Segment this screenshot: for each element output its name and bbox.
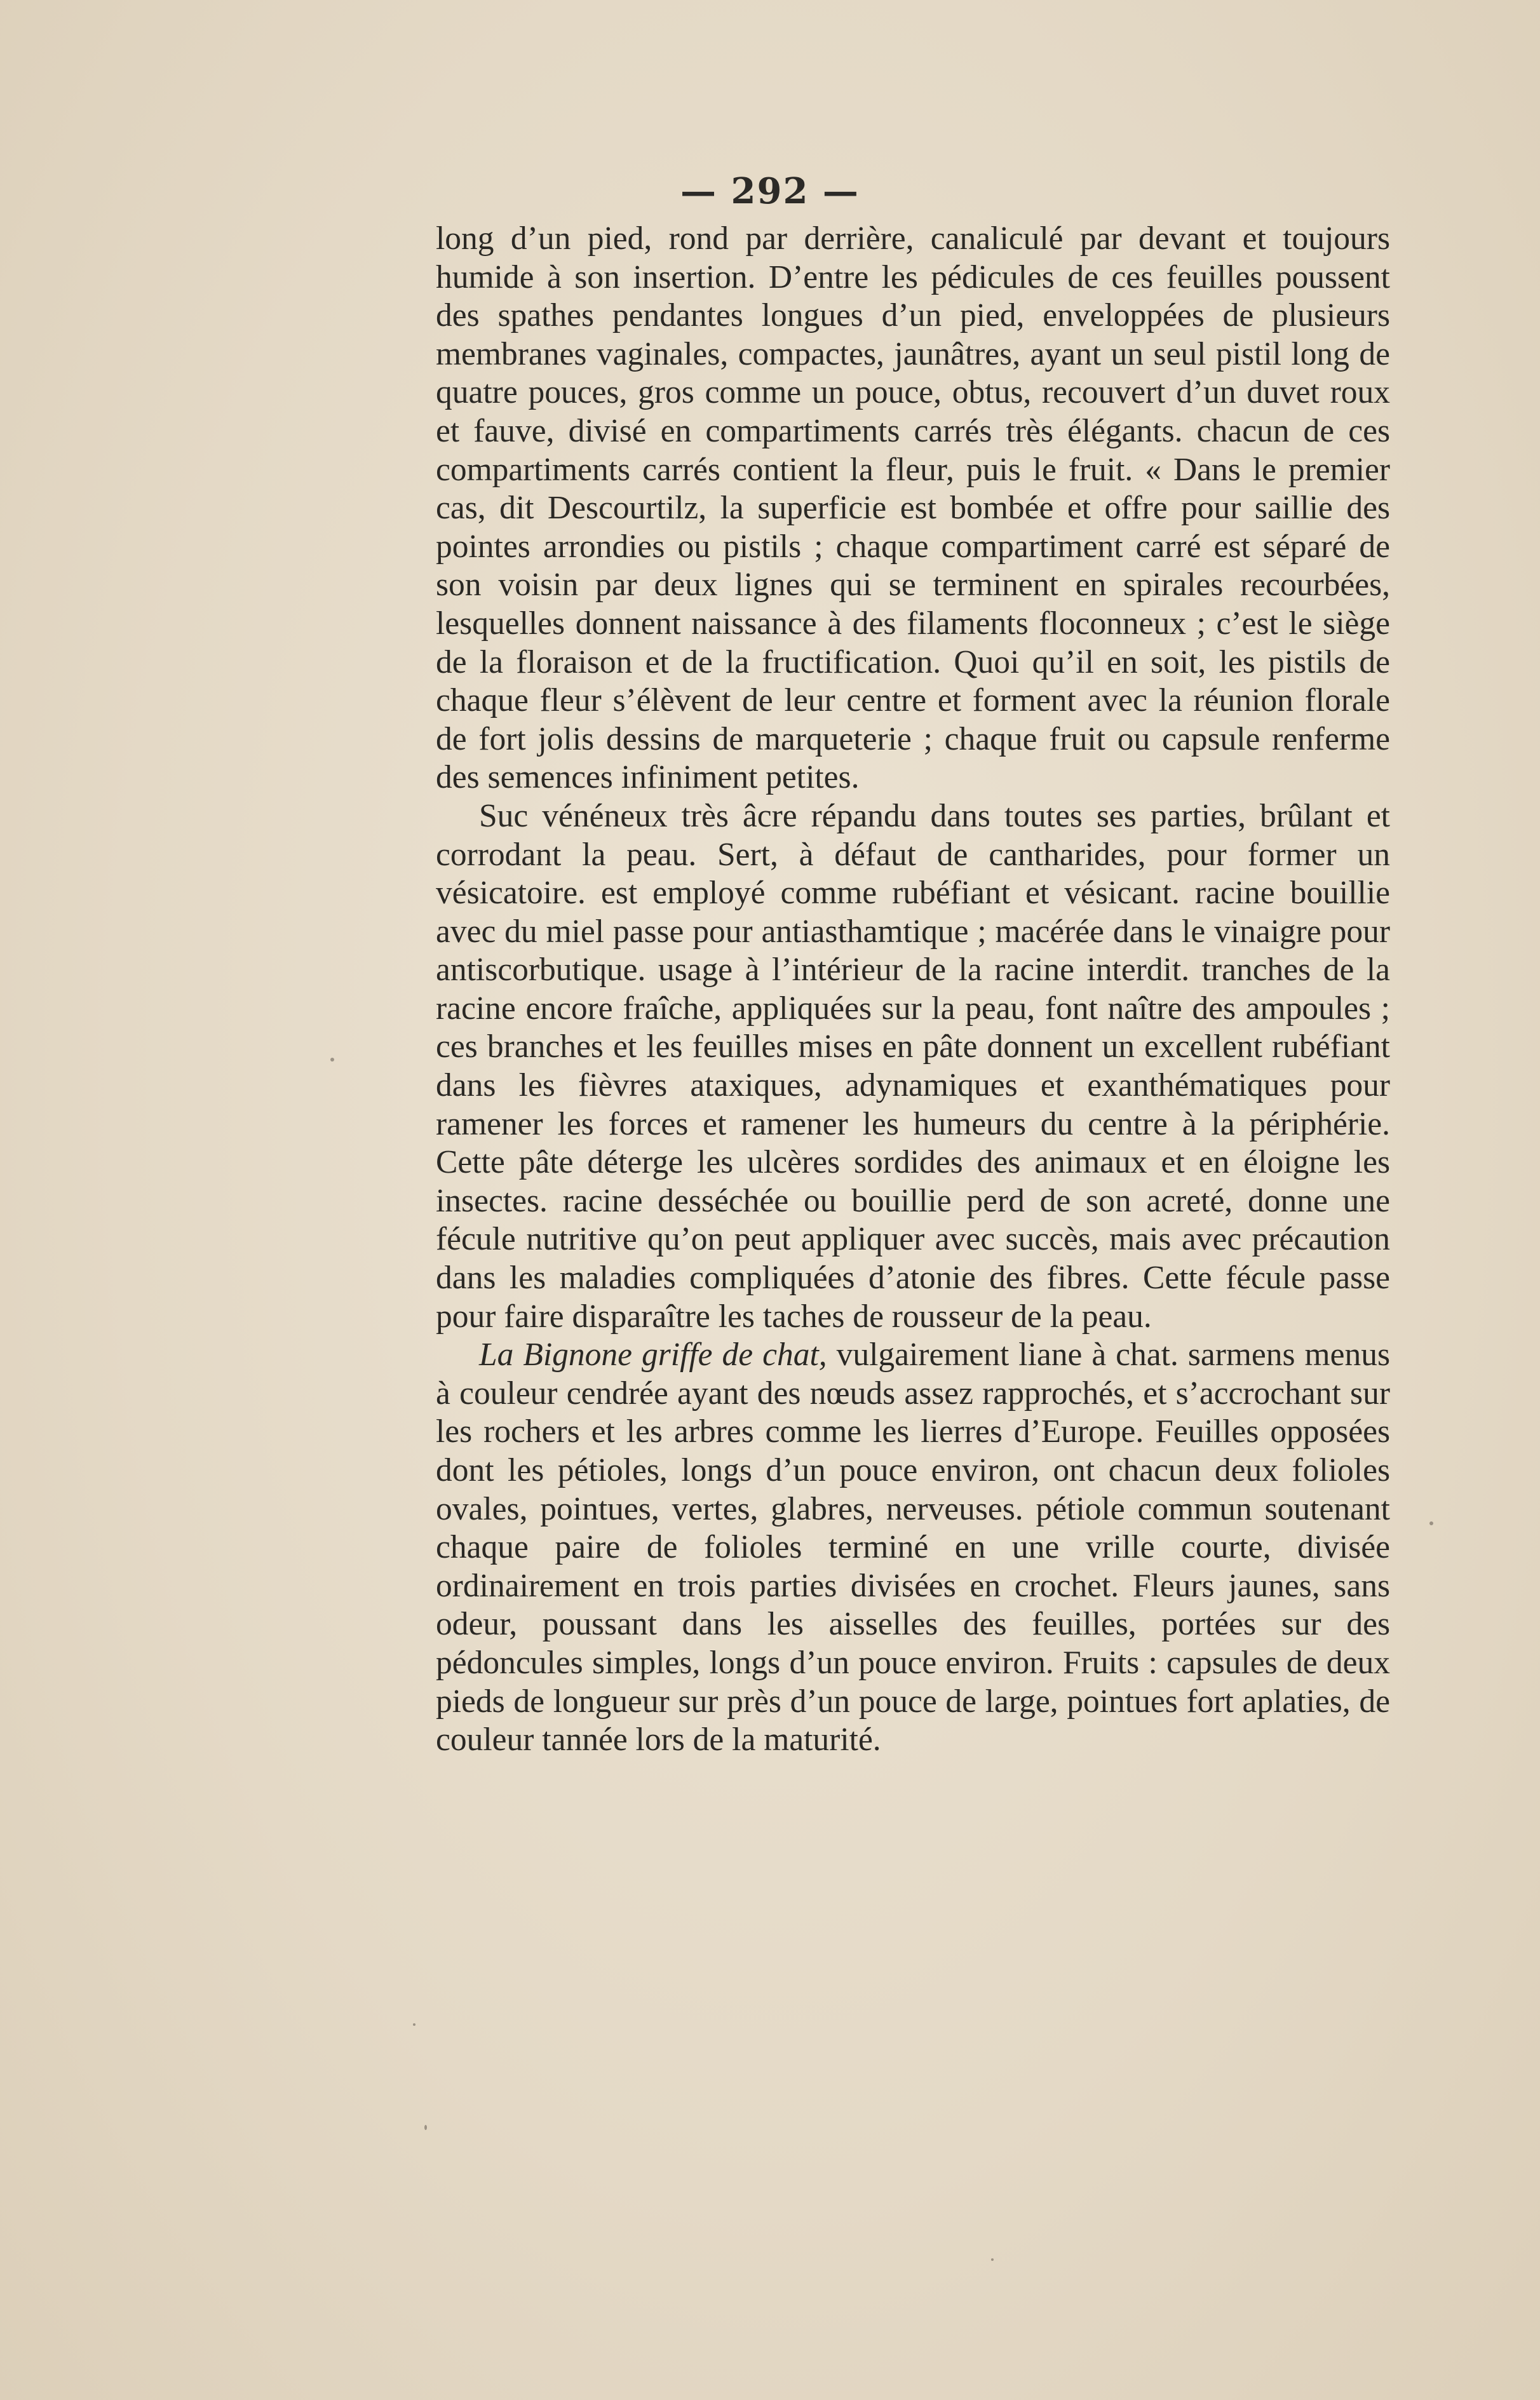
paragraph-1: long d’un pied, rond par derrière, canaliculé par devant et toujours humide à son insertion. D’entre les pédicules de ces feuilles poussent des spathes pendantes longues d’un pied, enveloppées de plusieurs membranes vaginales, compactes, jaunâtres, ayant un seul pistil long de quatre pouces, gros comme un pouce, obtus, recouvert d’un duvet roux et fauve, divisé en compartiments carrés très élégants. chacun de ces compartiments carrés contient la fleur, puis le fruit. « Dans le premier cas, dit Descourtilz, la superficie est bombée et offre pour saillie des pointes arrondies ou pistils ; chaque compartiment carré est séparé de son voisin par deux lignes qui se terminent en spirales recourbées, lesquelles donnent naissance à des filaments floconneux ; c’est le siège de la floraison et de la fructification. Quoi qu’il en soit, les pistils de chaque fleur s’élèvent de leur centre et forment avec la réunion florale de fort jolis dessins de marqueterie ; chaque fruit ou capsule renferme des semences infiniment petites. xyxy=(436,220,1390,796)
paragraph-2: Suc vénéneux très âcre répandu dans toutes ses parties, brûlant et corrodant la peau. Sert, à défaut de cantharides, pour former un vésicatoire. est employé comme rubéfiant et vésicant. racine bouillie avec du miel passe pour antiasthamtique ; macérée dans le vinaigre pour antiscorbutique. usage à l’intérieur de la racine interdit. tranches de la racine encore fraîche, appliquées sur la peau, font naître des ampoules ; ces branches et les feuilles mises en pâte donnent un excellent rubéfiant dans les fièvres ataxiques, adynamiques et exanthématiques pour ramener les forces et ramener les humeurs du centre à la périphérie. Cette pâte déterge les ulcères sordides des animaux et en éloigne les insectes. racine desséchée ou bouillie perd de son acreté, donne une fécule nutritive qu’on peut appliquer avec succès, mais avec précaution dans les maladies compliquées d’atonie des fibres. Cette fécule passe pour faire disparaître les taches de rousseur de la peau. xyxy=(436,797,1390,1335)
paper-speck xyxy=(330,1058,334,1062)
species-name: La Bignone griffe de chat, xyxy=(479,1337,827,1373)
paper-speck xyxy=(424,2125,427,2130)
page-number: — 292 — xyxy=(680,170,860,212)
paragraph-3-text: vulgairement liane à chat. sarmens menus à couleur cendrée ayant des nœuds assez rapprochés, et s’accrochant sur les rochers et les arbres comme les lierres d’Europe. Feuilles opposées dont les pétioles, longs d’un pouce environ, ont chacun deux folioles ovales, pointues, vertes, glabres, nerveuses. pétiole commun soutenant chaque paire de folioles terminé en une vrille courte, divisée ordinairement en trois parties divisées en crochet. Fleurs jaunes, sans odeur, poussant dans les aisselles des feuilles, portées sur des pédoncules simples, longs d’un pouce environ. Fruits : capsules de deux pieds de longueur sur près d’un pouce de large, pointues fort aplaties, de couleur tannée lors de la maturité. xyxy=(436,1337,1390,1758)
paper-speck xyxy=(1429,1521,1433,1525)
paper-speck xyxy=(991,2258,994,2261)
paper-speck xyxy=(413,2023,415,2026)
paragraph-3 xyxy=(436,1336,1390,1760)
body-text xyxy=(436,220,1390,1760)
